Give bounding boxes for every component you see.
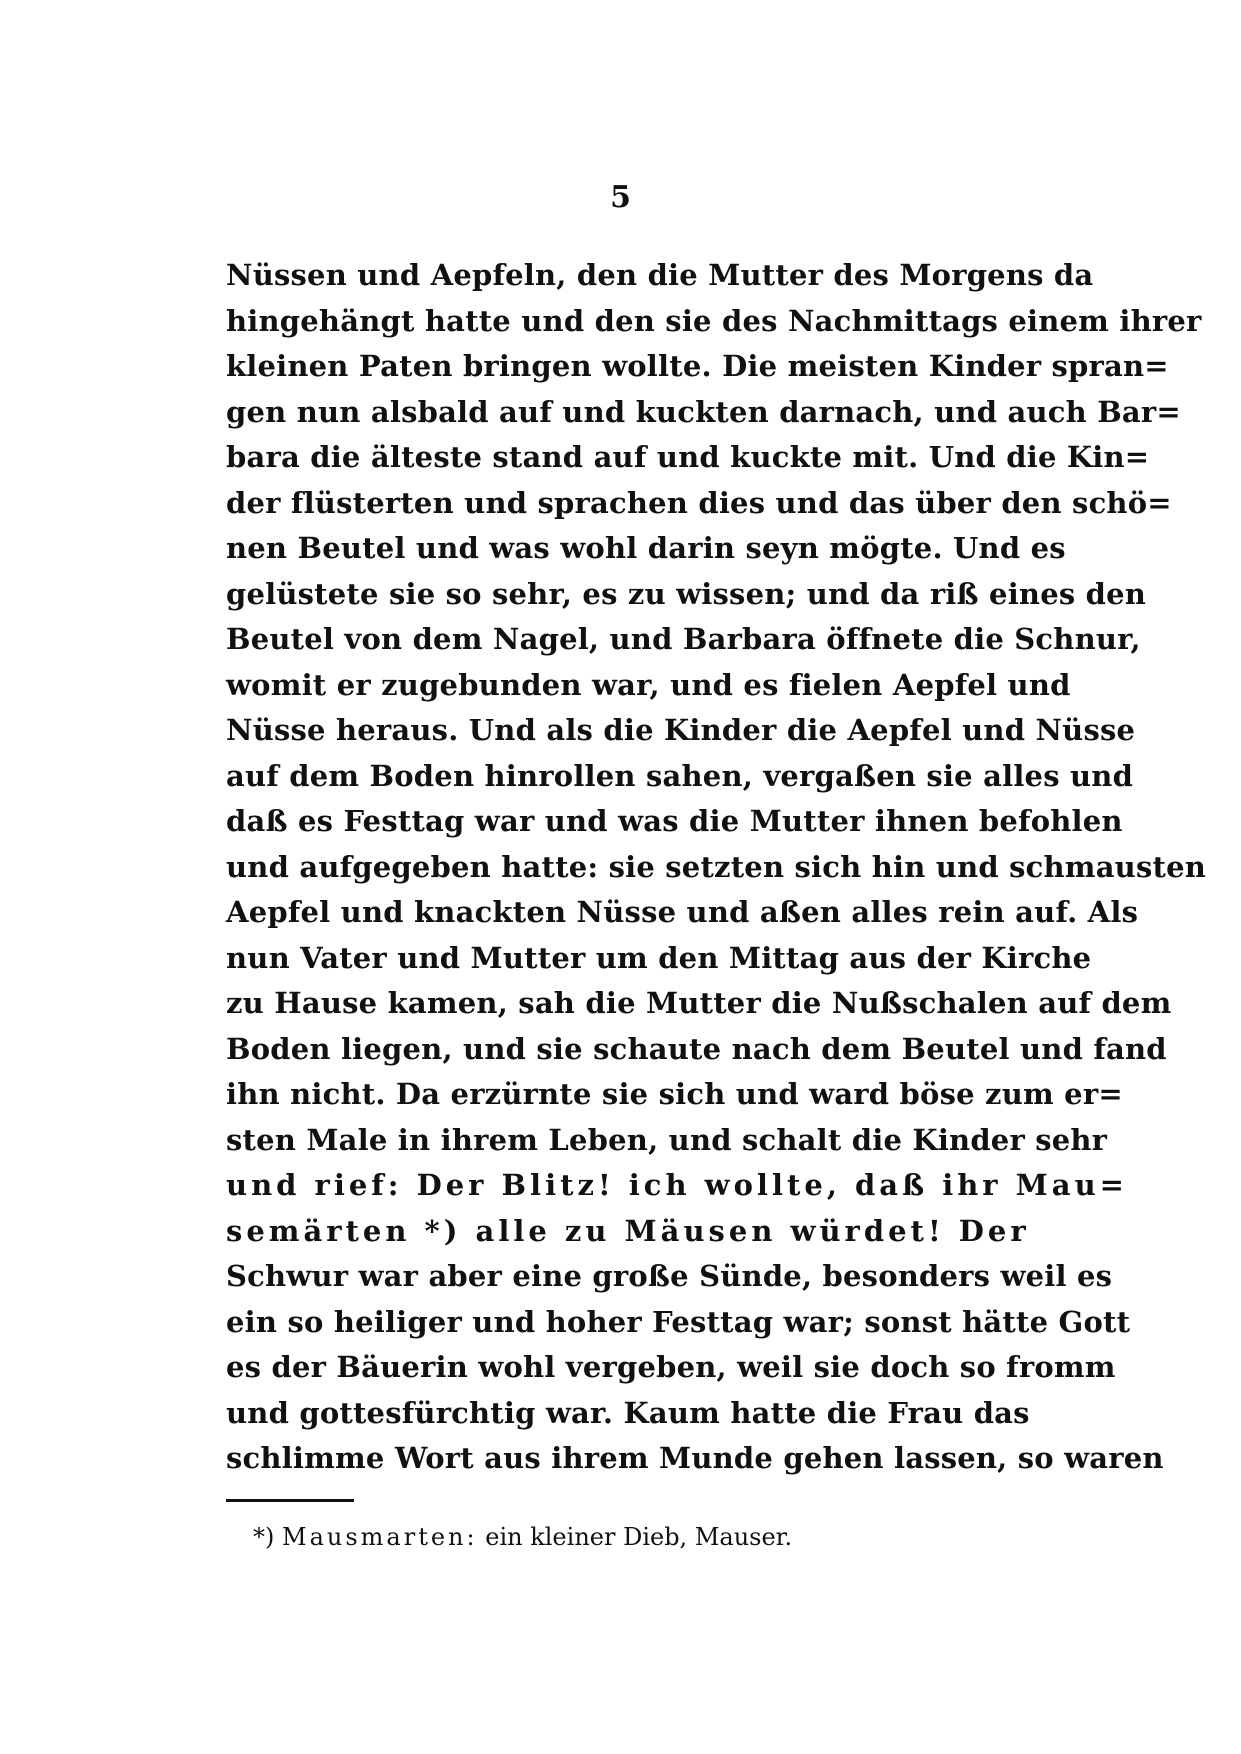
- text-line: Beutel von dem Nagel, und Barbara öffnete die Schnur,: [226, 622, 1141, 656]
- text-line: ein so heiliger und hoher Festtag war; sonst hätte Gott: [226, 1304, 1131, 1339]
- text-line: kleinen Paten bringen wollte. Die meisten Kinder spran=: [226, 349, 1169, 383]
- text-line: womit er zugebunden war, und es fielen Aepfel und: [226, 667, 1071, 702]
- text-line: gen nun alsbald auf und kuckten darnach, und auch Bar=: [226, 394, 1181, 429]
- footnote-text: ein kleiner Dieb, Mauser.: [485, 1523, 793, 1551]
- text-line: zu Hause kamen, sah die Mutter die Nußschalen auf dem: [226, 986, 1172, 1020]
- text-line: Boden liegen, und sie schaute nach dem Beutel und fand: [226, 1031, 1167, 1066]
- text-line: nen Beutel und was wohl darin seyn mögte. Und es: [226, 531, 1066, 565]
- text-line: auf dem Boden hinrollen sahen, vergaßen sie alles und: [226, 758, 1134, 793]
- text-line: sten Male in ihrem Leben, und schalt die Kinder sehr: [226, 1122, 1108, 1157]
- text-line: bara die älteste stand auf und kuckte mit. Und die Kin=: [226, 440, 1150, 474]
- body-text: [226, 253, 1207, 1482]
- text-line: der flüsterten und sprachen dies und das über den schö=: [226, 485, 1172, 520]
- text-line: hingehängt hatte und den sie des Nachmittags einem ihrer: [226, 303, 1202, 338]
- text-line: und aufgegeben hatte: sie setzten sich hin und schmausten: [226, 849, 1207, 884]
- text-line: Nüsse heraus. Und als die Kinder die Aepfel und Nüsse: [226, 713, 1136, 747]
- footnote: [253, 1522, 792, 1552]
- text-line: Schwur war aber eine große Sünde, besonders weil es: [226, 1259, 1113, 1293]
- footnote-divider: [226, 1499, 354, 1502]
- text-line: nun Vater und Mutter um den Mittag aus der Kirche: [226, 940, 1092, 975]
- text-line: Nüssen und Aepfeln, den die Mutter des Morgens da: [226, 258, 1094, 292]
- text-line: und rief: Der Blitz! ich wollte, daß ihr Mau=: [226, 1168, 1128, 1202]
- text-line: Aepfel und knackten Nüsse und aßen alles rein auf. Als: [226, 895, 1139, 929]
- text-line: ihn nicht. Da erzürnte sie sich und ward böse zum er=: [226, 1077, 1123, 1111]
- page-number: 5: [610, 180, 631, 215]
- text-line: es der Bäuerin wohl vergeben, weil sie doch so fromm: [226, 1350, 1116, 1384]
- footnote-term: Mausmarten:: [282, 1523, 478, 1551]
- text-line: daß es Festtag war und was die Mutter ihnen befohlen: [226, 804, 1123, 838]
- text-line: und gottesfürchtig war. Kaum hatte die Frau das: [226, 1395, 1030, 1430]
- footnote-marker: *): [253, 1523, 275, 1551]
- text-line: gelüstete sie so sehr, es zu wissen; und da riß eines den: [226, 576, 1147, 611]
- text-line: schlimme Wort aus ihrem Munde gehen lassen, so waren: [226, 1441, 1164, 1475]
- text-line: semärten *) alle zu Mäusen würdet! Der: [226, 1213, 1030, 1248]
